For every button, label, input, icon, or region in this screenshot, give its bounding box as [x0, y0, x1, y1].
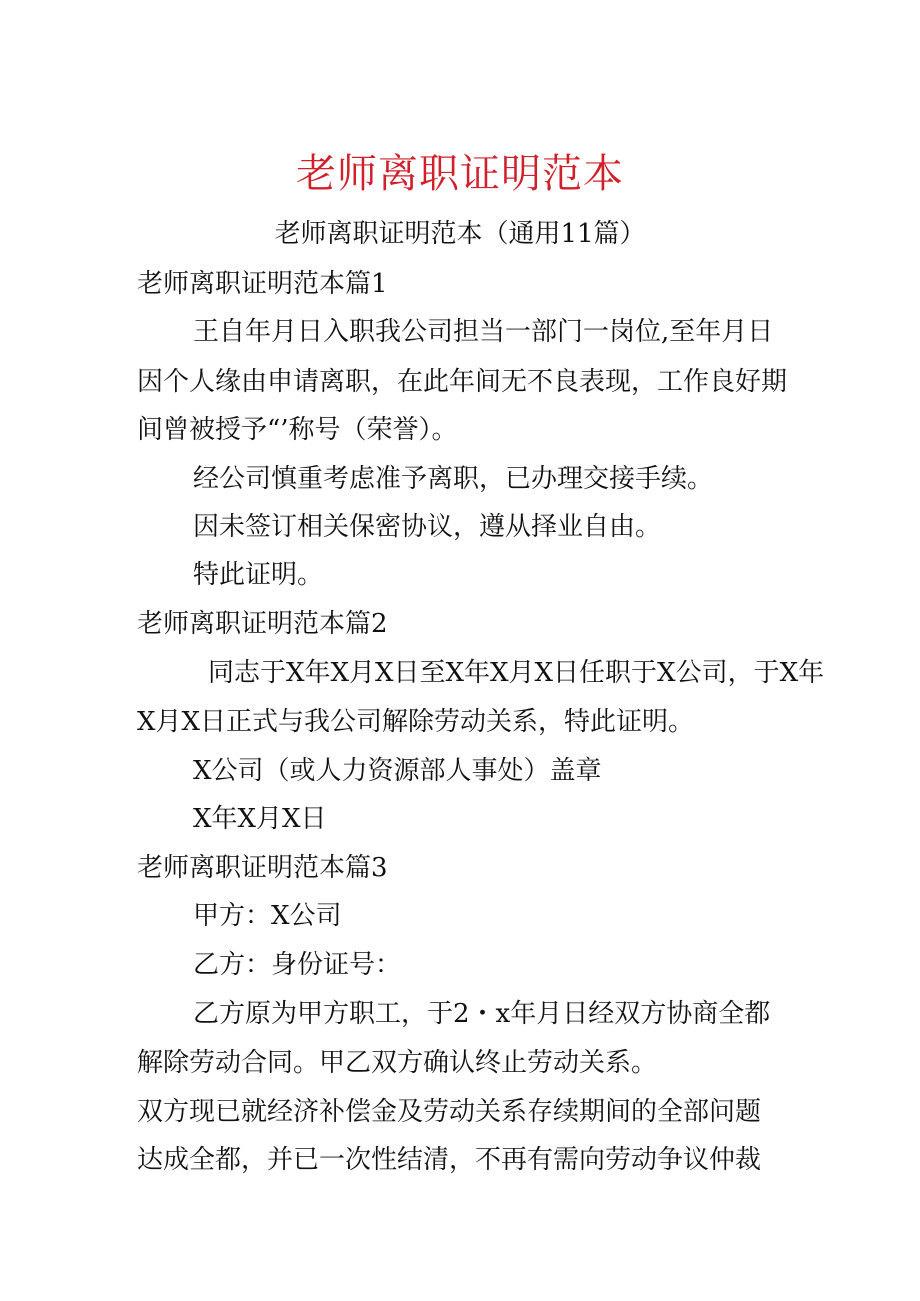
- paragraph-line: 王自年月日入职我公司担当一部门一岗位,至年月日: [193, 317, 774, 347]
- section-heading-1: 老师离职证明范本篇1: [137, 269, 388, 299]
- paragraph-line: 同志于X年X月X日至X年X月X日任职于X公司，于X年: [208, 658, 825, 688]
- paragraph-line: 双方现已就经济补偿金及劳动关系存续期间的全部问题: [137, 1097, 762, 1127]
- section-heading-2: 老师离职证明范本篇2: [137, 609, 388, 639]
- paragraph-line: X年X月X日: [193, 804, 327, 834]
- paragraph-line: 达成全都，并已一次性结清，不再有需向劳动争议仲裁: [137, 1145, 762, 1175]
- paragraph-line: 因未签订相关保密协议，遵从择业自由。: [193, 512, 662, 542]
- paragraph-line: X月X日正式与我公司解除劳动关系，特此证明。: [137, 707, 695, 737]
- paragraph-line: 乙方原为甲方职工，于2・x年月日经双方协商全都: [193, 999, 771, 1029]
- paragraph-line: 经公司慎重考虑准予离职，已办理交接手续。: [193, 464, 714, 494]
- document-subtitle: 老师离职证明范本（通用11篇）: [274, 219, 646, 249]
- document-title: 老师离职证明范本: [296, 151, 624, 197]
- section-heading-3: 老师离职证明范本篇3: [137, 853, 388, 883]
- paragraph-line: 特此证明。: [193, 560, 324, 590]
- paragraph-line: 乙方：身份证号：: [193, 950, 402, 980]
- paragraph-line: 间曾被授予“’称号（荣誉）。: [137, 415, 458, 445]
- paragraph-line: 解除劳动合同。甲乙双方确认终止劳动关系。: [137, 1048, 658, 1078]
- paragraph-line: 因个人缘由申请离职，在此年间无不良表现，工作良好期: [137, 367, 788, 397]
- paragraph-line: 甲方：X公司: [193, 901, 342, 931]
- paragraph-line: X公司（或人力资源部人事处）盖章: [193, 756, 602, 786]
